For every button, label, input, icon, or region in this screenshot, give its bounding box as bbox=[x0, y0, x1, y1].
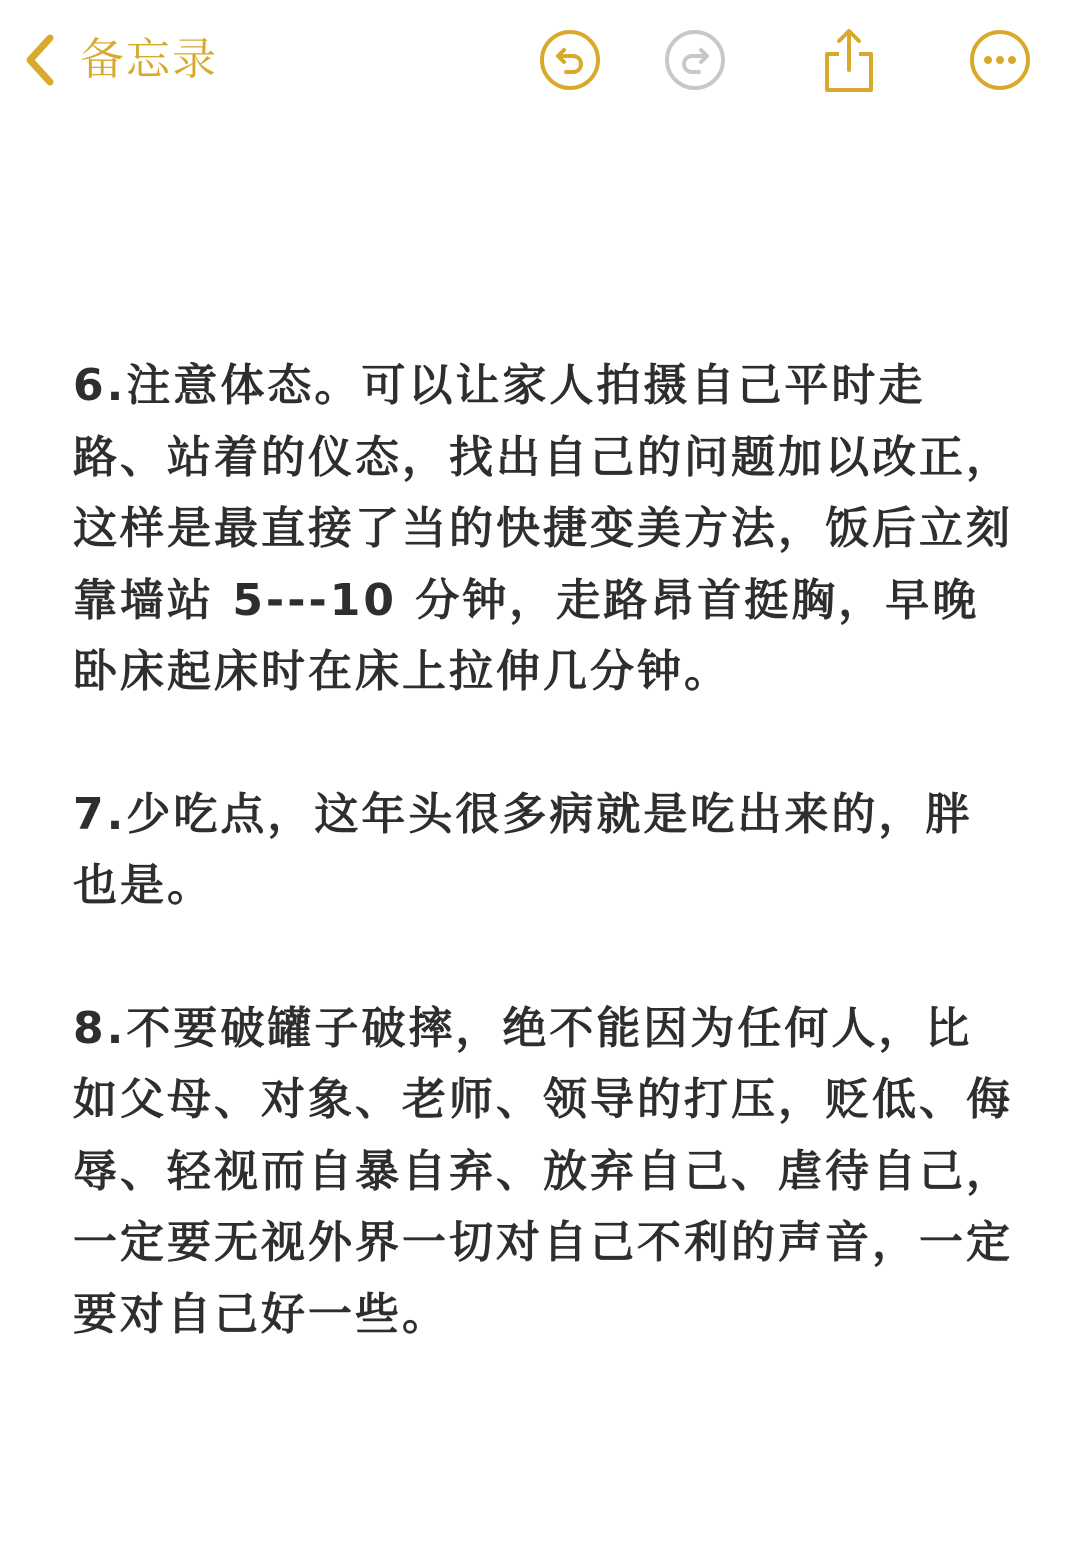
undo-icon bbox=[538, 28, 602, 92]
more-icon bbox=[968, 28, 1032, 92]
redo-icon bbox=[663, 28, 727, 92]
navigation-bar bbox=[0, 0, 1080, 120]
note-paragraph-8: 8.不要破罐子破摔，绝不能因为任何人，比如父母、对象、老师、领导的打压，贬低、侮辱、轻视而自暴自弃、放弃自己、虐待自己，一定要无视外界一切对自己不利的声音，一定要对自己好一些。 bbox=[73, 1002, 1013, 1340]
note-paragraph-7: 7.少吃点，这年头很多病就是吃出来的，胖也是。 bbox=[73, 788, 973, 911]
back-button[interactable] bbox=[20, 28, 218, 92]
undo-button[interactable] bbox=[538, 28, 602, 92]
back-label: 备忘录 bbox=[80, 34, 218, 85]
share-button[interactable] bbox=[817, 28, 881, 92]
redo-button[interactable] bbox=[663, 28, 727, 92]
share-icon bbox=[817, 28, 881, 92]
note-body[interactable] bbox=[73, 350, 1013, 1350]
chevron-left-icon bbox=[20, 30, 60, 90]
more-button[interactable] bbox=[968, 28, 1032, 92]
note-paragraph-6: 6.注意体态。可以让家人拍摄自己平时走路、站着的仪态，找出自己的问题加以改正，这样是最直接了当的快捷变美方法，饭后立刻靠墙站 5---10 分钟，走路昂首挺胸，早晚卧床起床时在床上拉伸几分钟。 bbox=[73, 360, 1013, 697]
